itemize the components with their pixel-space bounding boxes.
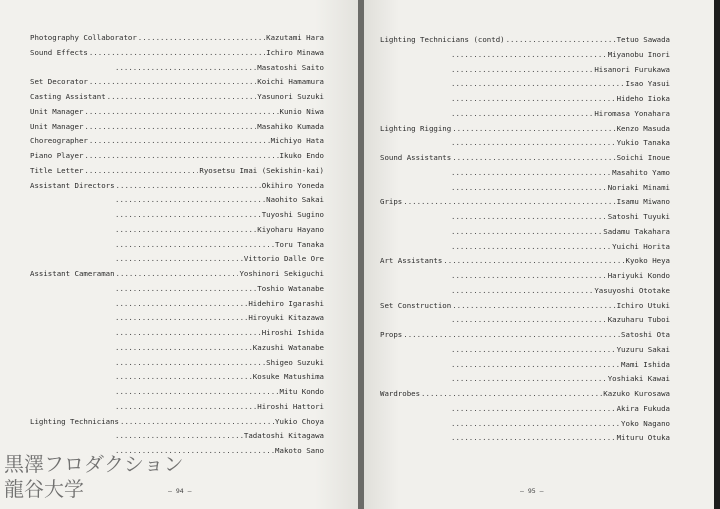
credit-line <box>380 181 670 195</box>
credit-role: Piano Player <box>30 151 84 160</box>
credit-line <box>30 61 324 75</box>
credit-name: Okihiro Yoneda <box>261 180 324 190</box>
credit-name: Yukio Choya <box>275 416 324 426</box>
credit-name: Yoshinori Sekiguchi <box>239 269 324 278</box>
credit-name: Toru Tanaka <box>275 239 324 249</box>
credit-name: Hiroyuki Kitazawa <box>248 313 324 323</box>
leader-dots <box>115 311 247 325</box>
leader-dots <box>115 356 265 370</box>
credit-line <box>380 402 670 416</box>
leader-dots <box>115 370 252 384</box>
credit-role: Grips <box>380 197 403 207</box>
credit-name: Kazushi Watanabe <box>252 342 324 352</box>
credit-line <box>380 387 670 401</box>
credit-line <box>380 254 670 268</box>
leader-dots <box>120 415 274 429</box>
leader-dots <box>116 179 261 193</box>
leader-dots <box>89 134 270 148</box>
credit-name: Miyanobu Inori <box>607 49 670 59</box>
credit-name: Yasuyoshi Ototake <box>594 285 670 295</box>
leader-dots <box>115 193 265 207</box>
credit-line <box>30 252 324 266</box>
credit-role: Wardrobes <box>380 389 421 398</box>
credit-line <box>30 415 324 429</box>
credit-name: Yoko Nagano <box>621 418 670 428</box>
leader-dots <box>115 282 256 296</box>
credit-line <box>30 311 324 325</box>
credit-line <box>380 92 670 106</box>
credit-role: Unit Manager <box>30 106 84 116</box>
credit-name: Yasunori Suzuki <box>257 92 324 101</box>
leader-dots <box>443 254 624 268</box>
watermark <box>4 452 184 502</box>
leader-dots <box>115 223 256 237</box>
credit-line <box>30 193 324 207</box>
credit-line <box>30 75 324 89</box>
page-edge-shadow <box>714 0 720 509</box>
credit-name: Yoshiaki Kawai <box>607 374 670 384</box>
leader-dots <box>451 240 611 254</box>
leader-dots <box>115 400 256 414</box>
credit-line <box>30 208 324 222</box>
leader-dots <box>115 341 252 355</box>
credit-name: Kazuko Kurosawa <box>603 389 670 398</box>
credit-name: Hideho Iioka <box>616 94 670 103</box>
leader-dots <box>138 31 265 45</box>
leader-dots <box>451 431 616 445</box>
credit-line <box>380 225 670 239</box>
credit-line <box>380 372 670 386</box>
leader-dots <box>84 105 278 119</box>
credit-name: Isamu Miwano <box>616 197 670 207</box>
credit-name: Isao Yasui <box>625 79 670 89</box>
credit-line <box>30 429 324 443</box>
leader-dots <box>451 63 593 77</box>
leader-dots <box>115 385 279 399</box>
credit-name: Shigeo Suzuki <box>266 357 324 367</box>
credit-role: Art Assistants <box>380 256 443 266</box>
leader-dots <box>451 136 616 150</box>
credit-name: Vittorio Dalle Ore <box>243 254 324 264</box>
leader-dots <box>84 149 278 163</box>
credit-line <box>30 179 324 193</box>
credit-name: Mami Ishida <box>621 359 670 369</box>
credit-role: Lighting Technicians <box>30 416 119 426</box>
leader-dots <box>403 328 620 342</box>
credit-name: Akira Fukuda <box>616 403 670 413</box>
credit-role: Set Construction <box>380 300 452 310</box>
credit-line <box>380 122 670 136</box>
leader-dots <box>451 417 620 431</box>
credit-name: Satoshi Ota <box>621 330 670 339</box>
leader-dots <box>115 429 243 443</box>
leader-dots <box>451 313 607 327</box>
leader-dots <box>451 181 607 195</box>
credit-line <box>380 269 670 283</box>
credit-name: Mituru Otuka <box>616 433 670 443</box>
leader-dots <box>403 195 615 209</box>
credit-line <box>380 328 670 342</box>
credit-role: Photography Collaborator <box>30 33 137 42</box>
credit-name: Tadatoshi Kitagawa <box>243 431 324 441</box>
credit-name: Hariyuki Kondo <box>607 271 670 280</box>
credit-role: Assistant Cameraman <box>30 269 115 278</box>
leader-dots <box>452 122 615 136</box>
credit-line <box>380 210 670 224</box>
credit-role: Unit Manager <box>30 121 84 131</box>
credit-line <box>380 313 670 327</box>
leader-dots <box>451 269 607 283</box>
credit-line <box>30 400 324 414</box>
credit-line <box>380 151 670 165</box>
credit-line <box>380 284 670 298</box>
leader-dots <box>451 402 616 416</box>
leader-dots <box>451 284 593 298</box>
leader-dots <box>451 77 625 91</box>
credit-name: Sadamu Takahara <box>603 226 670 236</box>
credit-line <box>380 240 670 254</box>
credit-role: Assistant Directors <box>30 180 115 190</box>
credit-name: Yuichi Horita <box>612 241 670 251</box>
credit-line <box>30 297 324 311</box>
credit-role: Lighting Technicians (contd) <box>380 35 505 44</box>
credit-line <box>380 358 670 372</box>
leader-dots <box>506 33 616 47</box>
credit-line <box>380 195 670 209</box>
leader-dots <box>115 252 243 266</box>
leader-dots <box>451 225 602 239</box>
credit-line <box>30 223 324 237</box>
credit-line <box>30 120 324 134</box>
credit-name: Michiyo Hata <box>270 136 324 146</box>
credit-line <box>380 48 670 62</box>
left-page-number: — 94 — <box>168 487 192 495</box>
credit-name: Masatoshi Saito <box>257 62 324 72</box>
credit-name: Hidehiro Igarashi <box>248 298 324 308</box>
credit-line <box>380 417 670 431</box>
credit-name: Makoto Sano <box>275 446 324 455</box>
credit-line <box>30 31 324 45</box>
credit-name: Kazuharu Tuboi <box>607 315 670 325</box>
credit-line <box>30 267 324 281</box>
leader-dots <box>451 107 593 121</box>
credit-line <box>380 77 670 91</box>
leader-dots <box>451 92 616 106</box>
credit-name: Masahiko Kumada <box>257 121 324 131</box>
credit-name: Yuzuru Sakai <box>616 344 670 354</box>
credit-line <box>380 63 670 77</box>
leader-dots <box>116 267 239 281</box>
leader-dots <box>452 151 615 165</box>
leader-dots <box>451 48 607 62</box>
leader-dots <box>89 75 256 89</box>
credit-name: Ryosetsu Imai (Sekishin-kai) <box>199 165 324 175</box>
leader-dots <box>84 164 198 178</box>
leader-dots <box>115 326 261 340</box>
credit-role: Casting Assistant <box>30 92 106 101</box>
credit-name: Satoshi Tuyuki <box>607 212 670 221</box>
credit-name: Koichi Hamamura <box>257 77 324 87</box>
leader-dots <box>451 358 620 372</box>
credit-line <box>380 343 670 357</box>
credit-name: Kunio Niwa <box>279 106 324 116</box>
leader-dots <box>115 208 261 222</box>
credit-name: Kiyoharu Hayano <box>257 224 324 234</box>
right-page-number: — 95 — <box>520 487 544 495</box>
credit-name: Noriaki Minami <box>607 182 670 192</box>
credit-name: Hiroshi Hattori <box>257 401 324 411</box>
credit-line <box>380 431 670 445</box>
credit-line <box>30 356 324 370</box>
credit-line <box>380 166 670 180</box>
credit-name: Kazutami Hara <box>266 33 324 42</box>
credit-name: Ichiro Minawa <box>266 47 324 57</box>
leader-dots <box>89 46 265 60</box>
leader-dots <box>451 372 607 386</box>
right-page <box>364 0 714 509</box>
credit-role: Sound Effects <box>30 47 88 57</box>
leader-dots <box>451 166 611 180</box>
credit-line <box>380 107 670 121</box>
credit-role: Lighting Rigging <box>380 123 452 133</box>
credit-name: Hiromasa Yonahara <box>594 108 670 118</box>
credit-name: Kenzo Masuda <box>616 123 670 133</box>
credit-name: Tuyoshi Sugino <box>261 210 324 219</box>
leader-dots <box>421 387 602 401</box>
credit-name: Naohito Sakai <box>266 195 324 205</box>
credit-line <box>380 299 670 313</box>
credit-role: Sound Assistants <box>380 153 452 162</box>
credit-name: Ichiro Utuki <box>616 300 670 310</box>
leader-dots <box>452 299 615 313</box>
watermark-line-2: 龍谷大学 <box>4 477 84 501</box>
watermark-line-1: 黒澤フロダクション <box>4 452 184 476</box>
credit-line <box>30 282 324 296</box>
leader-dots <box>115 238 274 252</box>
credit-line <box>30 341 324 355</box>
leader-dots <box>107 90 257 104</box>
credit-line <box>30 105 324 119</box>
credit-name: Mitu Kondo <box>279 387 324 396</box>
credit-line <box>30 238 324 252</box>
credit-line <box>30 326 324 340</box>
credit-role: Title Letter <box>30 165 84 175</box>
credit-line <box>30 385 324 399</box>
credit-name: Kyoko Heya <box>625 256 670 266</box>
credit-line <box>30 370 324 384</box>
credit-role: Props <box>380 330 403 339</box>
credit-name: Yukio Tanaka <box>616 138 670 148</box>
credit-role: Set Decorator <box>30 77 88 87</box>
credit-line <box>30 90 324 104</box>
leader-dots <box>115 297 247 311</box>
credit-line <box>30 46 324 60</box>
leader-dots <box>451 210 607 224</box>
credit-name: Soichi Inoue <box>616 153 670 162</box>
credit-line <box>380 136 670 150</box>
credit-name: Kosuke Matushima <box>252 372 324 382</box>
leader-dots <box>451 343 616 357</box>
left-page <box>0 0 358 509</box>
credit-name: Hisanori Furukawa <box>594 64 670 74</box>
credit-name: Ikuko Endo <box>279 151 324 160</box>
credit-name: Masahito Yamo <box>612 167 670 177</box>
credit-line <box>30 164 324 178</box>
credit-line <box>30 149 324 163</box>
credit-line <box>380 33 670 47</box>
leader-dots <box>115 61 256 75</box>
credit-name: Tetuo Sawada <box>616 35 670 44</box>
credit-name: Toshio Watanabe <box>257 283 324 293</box>
credit-role: Choreographer <box>30 136 88 146</box>
credit-name: Hiroshi Ishida <box>261 328 324 337</box>
leader-dots <box>84 120 256 134</box>
credit-line <box>30 134 324 148</box>
